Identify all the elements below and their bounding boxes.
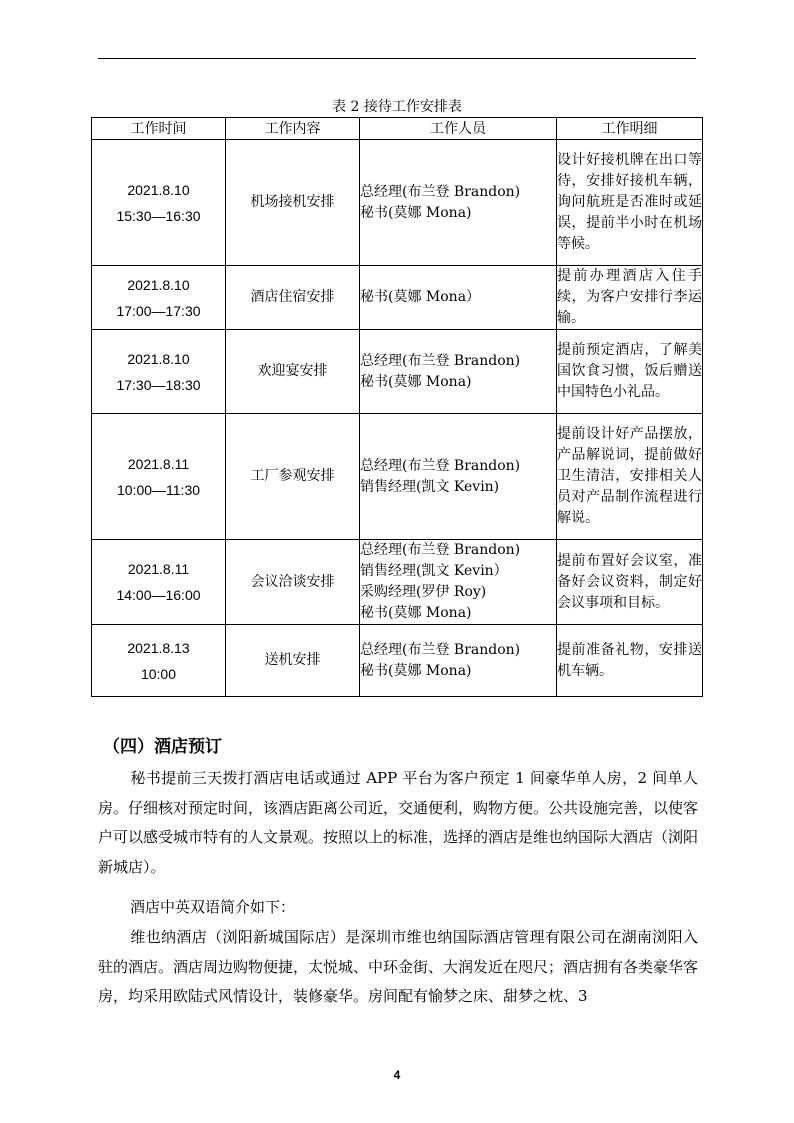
cell-staff xyxy=(360,414,557,540)
cell-content: 会议洽谈安排 xyxy=(226,540,360,625)
staff-member: 秘书(莫娜 Mona) xyxy=(360,373,472,390)
staff-member: 秘书(莫娜 Mona) xyxy=(360,204,472,221)
paragraph-text: 秘书提前三天拨打酒店电话或通过 APP 平台为客户预定 1 间豪华单人房，2 间单人房。仔细核对预定时间，该酒店距离公司近，交通便利，购物方便。公共设施完善，以使客户可以感受城市特有的人文景观。按照以上的标准，选择的酒店是维也纳国际大酒店（浏阳新城店）。 xyxy=(98,769,699,876)
header-work-time: 工作时间 xyxy=(92,118,226,140)
staff-member: 秘书(莫娜 Mona) xyxy=(360,662,472,679)
staff-member: 总经理(布兰登 Brandon) xyxy=(360,457,521,474)
cell-time xyxy=(92,266,226,330)
cell-time xyxy=(92,414,226,540)
paragraph-text: 酒店中英双语简介如下： xyxy=(130,898,296,916)
header-work-staff: 工作人员 xyxy=(360,118,557,140)
cell-time xyxy=(92,330,226,414)
cell-staff xyxy=(360,330,557,414)
row-date: 2021.8.10 xyxy=(127,181,190,198)
table-row xyxy=(92,414,703,540)
row-time: 17:00—17:30 xyxy=(116,302,201,319)
cell-staff xyxy=(360,625,557,697)
paragraph xyxy=(98,893,698,923)
row-time: 14:00—16:00 xyxy=(116,587,201,603)
cell-staff xyxy=(360,140,557,266)
table-row xyxy=(92,266,703,330)
row-date: 2021.8.11 xyxy=(127,455,190,472)
staff-member: 销售经理(凯文 Kevin） xyxy=(360,563,508,579)
header-work-detail: 工作明细 xyxy=(557,118,703,140)
cell-detail: 提前预定酒店，了解美国饮食习惯，饭后赠送中国特色小礼品。 xyxy=(557,330,703,414)
header-work-content: 工作内容 xyxy=(226,118,360,140)
cell-detail: 提前布置好会议室，准备好会议资料，制定好会议事项和目标。 xyxy=(557,540,703,625)
row-date: 2021.8.10 xyxy=(127,350,190,367)
cell-time xyxy=(92,140,226,266)
staff-member: 采购经理(罗伊 Roy) xyxy=(360,584,487,600)
row-date: 2021.8.11 xyxy=(127,561,190,577)
cell-detail: 设计好接机牌在出口等待，安排好接机车辆，询问航班是否准时或延误，提前半小时在机场等候。 xyxy=(557,140,703,266)
row-time: 10:00—11:30 xyxy=(116,481,201,498)
staff-member: 总经理(布兰登 Brandon) xyxy=(360,183,521,200)
staff-member: 销售经理(凯文 Kevin) xyxy=(360,478,500,495)
page-number: 4 xyxy=(393,1068,401,1082)
row-date: 2021.8.13 xyxy=(127,639,190,656)
cell-detail: 提前办理酒店入住手续，为客户安排行李运输。 xyxy=(557,266,703,330)
header-rule xyxy=(98,58,696,59)
section-heading: （四）酒店预订 xyxy=(103,737,222,757)
row-time: 17:30—18:30 xyxy=(116,376,201,393)
row-time: 15:30—16:30 xyxy=(116,207,201,224)
cell-content: 欢迎宴安排 xyxy=(226,330,360,414)
cell-detail: 提前准备礼物，安排送机车辆。 xyxy=(557,625,703,697)
table-row xyxy=(92,140,703,266)
cell-content: 送机安排 xyxy=(226,625,360,697)
table-header-row xyxy=(92,118,703,140)
staff-member: 秘书(莫娜 Mona） xyxy=(360,289,481,305)
table-caption: 表 2 接待工作安排表 xyxy=(332,99,462,115)
cell-content: 工厂参观安排 xyxy=(226,414,360,540)
cell-staff xyxy=(360,540,557,625)
cell-content: 机场接机安排 xyxy=(226,140,360,266)
cell-detail: 提前设计好产品摆放，产品解说词，提前做好卫生清洁，安排相关人员对产品制作流程进行解说。 xyxy=(557,414,703,540)
cell-time xyxy=(92,540,226,625)
staff-member: 总经理(布兰登 Brandon) xyxy=(360,542,521,558)
staff-member: 总经理(布兰登 Brandon) xyxy=(360,641,521,658)
paragraph-text: 维也纳酒店（浏阳新城国际店）是深圳市维也纳国际酒店管理有限公司在湖南浏阳入驻的酒店。酒店周边购物便捷，太悦城、中环金街、大润发近在咫尺；酒店拥有各类豪华客房，均采用欧陆式风情设计，装修豪华。房间配有愉梦之床、甜梦之枕、3 xyxy=(98,928,699,1006)
row-date: 2021.8.10 xyxy=(127,276,190,293)
table-row xyxy=(92,625,703,697)
cell-content: 酒店住宿安排 xyxy=(226,266,360,330)
table-row xyxy=(92,330,703,414)
table-row xyxy=(92,540,703,625)
staff-member: 总经理(布兰登 Brandon) xyxy=(360,352,521,369)
cell-staff xyxy=(360,266,557,330)
row-time: 10:00 xyxy=(140,665,177,682)
paragraph xyxy=(98,923,698,1012)
staff-member: 秘书(莫娜 Mona) xyxy=(360,605,472,621)
paragraph xyxy=(98,764,698,882)
reception-schedule-table xyxy=(91,117,703,697)
cell-time xyxy=(92,625,226,697)
